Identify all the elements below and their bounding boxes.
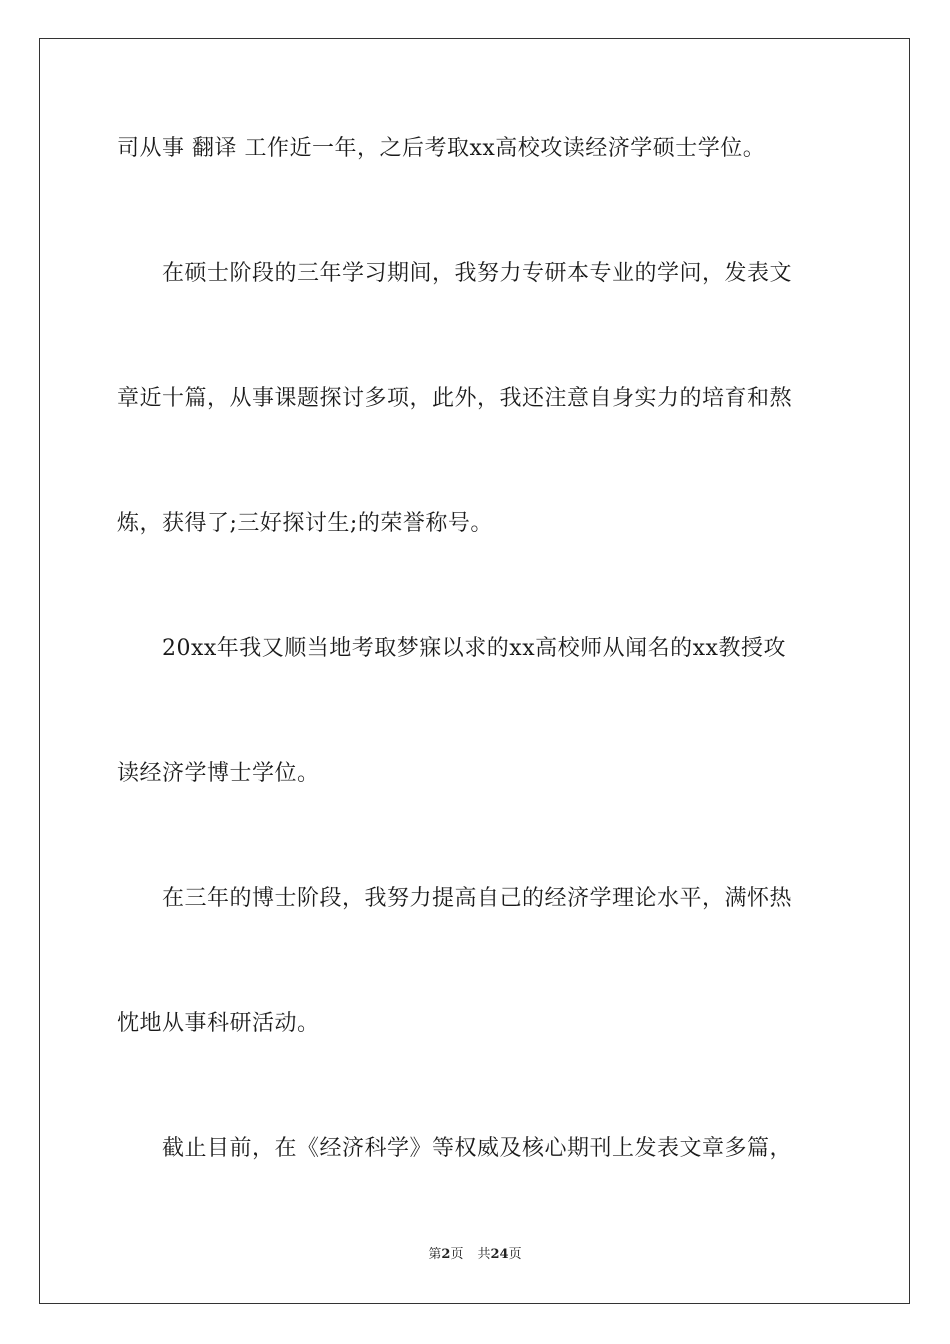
body-text-line-7: 在三年的博士阶段，我努力提高自己的经济学理论水平，满怀热 [162,886,793,911]
page-footer [0,1246,950,1264]
total-pages-suffix: 页 [508,1247,522,1262]
body-text-line-4: 炼，获得了;三好探讨生;的荣誉称号。 [117,511,493,536]
body-text-line-2: 在硕士阶段的三年学习期间，我努力专研本专业的学问，发表文 [162,261,793,286]
page-number-prefix: 第 [428,1247,442,1262]
body-text-line-1: 司从事 翻译 工作近一年，之后考取xx高校攻读经济学硕士学位。 [117,136,766,161]
page-border [39,38,910,1304]
body-text-line-6: 读经济学博士学位。 [117,761,320,786]
total-pages-prefix: 共 [477,1247,491,1262]
body-text-line-5: 20xx年我又顺当地考取梦寐以求的xx高校师从闻名的xx教授攻 [162,636,786,661]
page-number-suffix: 页 [450,1247,464,1262]
body-text-line-9: 截止目前，在《经济科学》等权威及核心期刊上发表文章多篇， [162,1136,793,1161]
body-text-line-8: 忱地从事科研活动。 [117,1011,320,1036]
body-text-line-3: 章近十篇，从事课题探讨多项，此外，我还注意自身实力的培育和熬 [117,386,793,411]
total-page-count: 24 [490,1247,509,1262]
current-page-number: 2 [441,1247,451,1262]
